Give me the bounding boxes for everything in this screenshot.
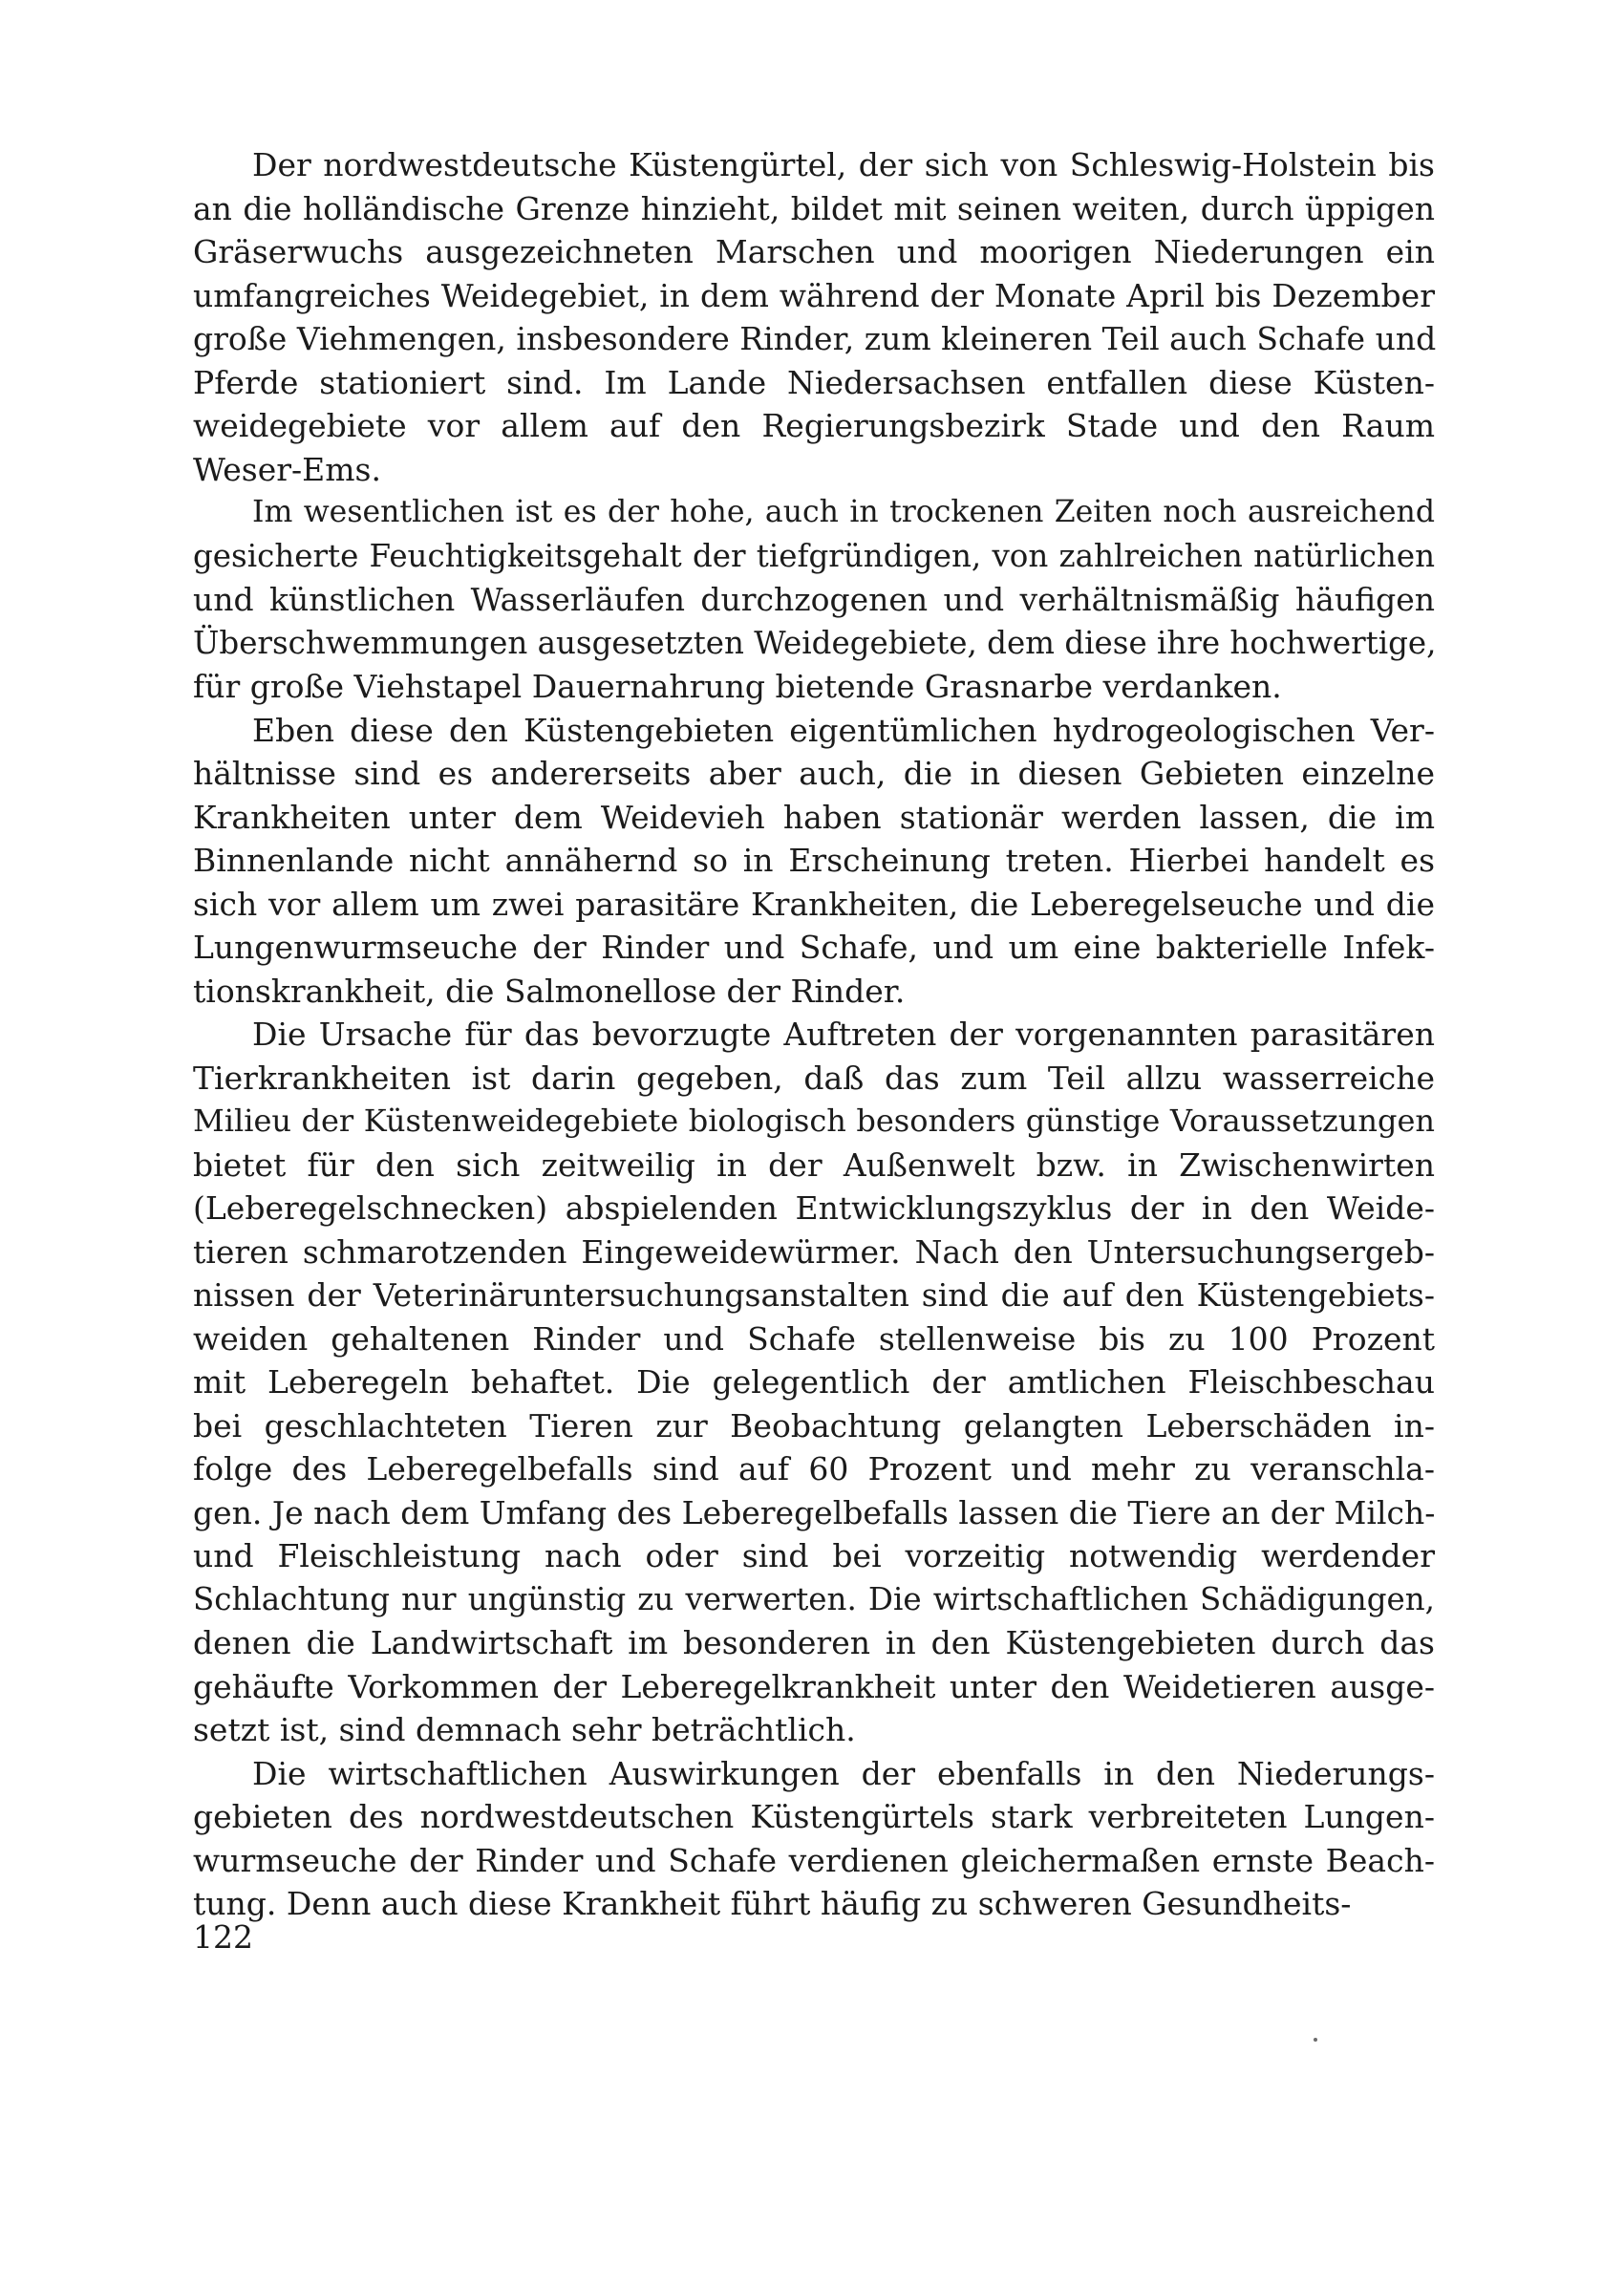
text-line: Schlachtung nur ungünstig zu verwerten. Die wirtschaftlichen Schädigungen, bbox=[193, 1580, 1435, 1617]
text-line: weidegebiete vor allem auf den Regierungsbezirk Stade und den Raum bbox=[193, 407, 1435, 444]
text-line: Der nordwestdeutsche Küstengürtel, der sich von Schleswig-Holstein bis bbox=[252, 146, 1435, 183]
paragraph bbox=[193, 491, 1435, 709]
text-line: Im wesentlichen ist es der hohe, auch in trockenen Zeiten noch ausreichend bbox=[252, 495, 1435, 529]
text-line: Überschwemmungen ausgesetzten Weidegebiete, dem diese ihre hochwertige, bbox=[193, 624, 1437, 661]
text-line: Die Ursache für das bevorzugte Auftreten der vorgenannten parasitären bbox=[252, 1016, 1435, 1053]
text-line: große Viehmengen, insbesondere Rinder, zum kleineren Teil auch Schafe und bbox=[193, 320, 1437, 357]
text-line: Die wirtschaftlichen Auswirkungen der ebenfalls in den Niederungs- bbox=[252, 1754, 1435, 1792]
text-line: und Fleischleistung nach oder sind bei vorzeitig notwendig werdender bbox=[193, 1537, 1435, 1574]
text-line: weiden gehaltenen Rinder und Schafe stellenweise bis zu 100 Prozent bbox=[193, 1319, 1435, 1358]
text-line: sich vor allem um zwei parasitäre Krankheiten, die Leberegelseuche und die bbox=[193, 885, 1435, 923]
text-line: tieren schmarotzenden Eingeweidewürmer. Nach den Untersuchungsergeb- bbox=[193, 1232, 1435, 1271]
text-line: setzt ist, sind demnach sehr beträchtlich. bbox=[193, 1711, 856, 1748]
text-line: Eben diese den Küstengebieten eigentümlichen hydrogeologischen Ver- bbox=[252, 711, 1435, 749]
text-line: Weser-Ems. bbox=[193, 450, 381, 488]
text-line: Pferde stationiert sind. Im Lande Niedersachsen entfallen diese Küsten- bbox=[193, 363, 1435, 401]
text-line: folge des Leberegelbefalls sind auf 60 Prozent und mehr zu veranschla- bbox=[193, 1450, 1435, 1487]
text-line: mit Leberegeln behaftet. Die gelegentlich der amtlichen Fleischbeschau bbox=[193, 1363, 1435, 1401]
paragraph bbox=[193, 1013, 1435, 1752]
page-number: 122 bbox=[193, 1918, 253, 1956]
text-line: tionskrankheit, die Salmonellose der Rinder. bbox=[193, 972, 906, 1010]
paragraph bbox=[193, 143, 1435, 491]
body-text bbox=[193, 143, 1435, 1926]
text-line: Milieu der Küstenweidegebiete biologisch besonders günstige Voraussetzungen bbox=[193, 1102, 1435, 1139]
text-line: Tierkrankheiten ist darin gegeben, daß das zum Teil allzu wasserreiche bbox=[193, 1059, 1435, 1097]
text-line: gen. Je nach dem Umfang des Leberegelbefalls lassen die Tiere an der Milch- bbox=[193, 1493, 1436, 1531]
text-line: für große Viehstapel Dauernahrung bietende Grasnarbe verdanken. bbox=[193, 668, 1282, 705]
text-line: denen die Landwirtschaft im besonderen in den Küstengebieten durch das bbox=[193, 1624, 1435, 1661]
text-line: Lungenwurmseuche der Rinder und Schafe, und um eine bakterielle Infek- bbox=[193, 929, 1435, 966]
text-line: nissen der Veterinäruntersuchungsanstalten sind die auf den Küstengebiets- bbox=[193, 1276, 1435, 1314]
text-line: bietet für den sich zeitweilig in der Außenwelt bzw. in Zwischenwirten bbox=[193, 1145, 1435, 1184]
scan-speck bbox=[1314, 2038, 1317, 2042]
text-line: und künstlichen Wasserläufen durchzogenen und verhältnismäßig häufigen bbox=[193, 581, 1435, 618]
text-line: bei geschlachteten Tieren zur Beobachtung gelangten Leberschäden in- bbox=[193, 1406, 1435, 1445]
text-line: umfangreiches Weidegebiet, in dem während der Monate April bis Dezember bbox=[193, 276, 1435, 314]
text-line: Gräserwuchs ausgezeichneten Marschen und moorigen Niederungen ein bbox=[193, 233, 1435, 270]
paragraph bbox=[193, 1752, 1435, 1926]
text-line: gesicherte Feuchtigkeitsgehalt der tiefgründigen, von zahlreichen natürlichen bbox=[193, 537, 1435, 574]
text-line: gehäufte Vorkommen der Leberegelkrankheit unter den Weidetieren ausge- bbox=[193, 1667, 1435, 1705]
text-line: wurmseuche der Rinder und Schafe verdienen gleichermaßen ernste Beach- bbox=[193, 1841, 1435, 1879]
text-line: Binnenlande nicht annähernd so in Erscheinung treten. Hierbei handelt es bbox=[193, 842, 1435, 879]
text-line: hältnisse sind es andererseits aber auch, die in diesen Gebieten einzelne bbox=[193, 755, 1435, 792]
text-line: gebieten des nordwestdeutschen Küstengürtels stark verbreiteten Lungen- bbox=[193, 1798, 1435, 1835]
text-line: an die holländische Grenze hinzieht, bildet mit seinen weiten, durch üppigen bbox=[193, 189, 1435, 227]
text-line: tung. Denn auch diese Krankheit führt häufig zu schweren Gesundheits- bbox=[193, 1885, 1352, 1922]
paragraph bbox=[193, 709, 1435, 1014]
text-line: (Leberegelschnecken) abspielenden Entwicklungszyklus der in den Weide- bbox=[193, 1189, 1435, 1227]
text-line: Krankheiten unter dem Weidevieh haben stationär werden lassen, die im bbox=[193, 798, 1435, 836]
